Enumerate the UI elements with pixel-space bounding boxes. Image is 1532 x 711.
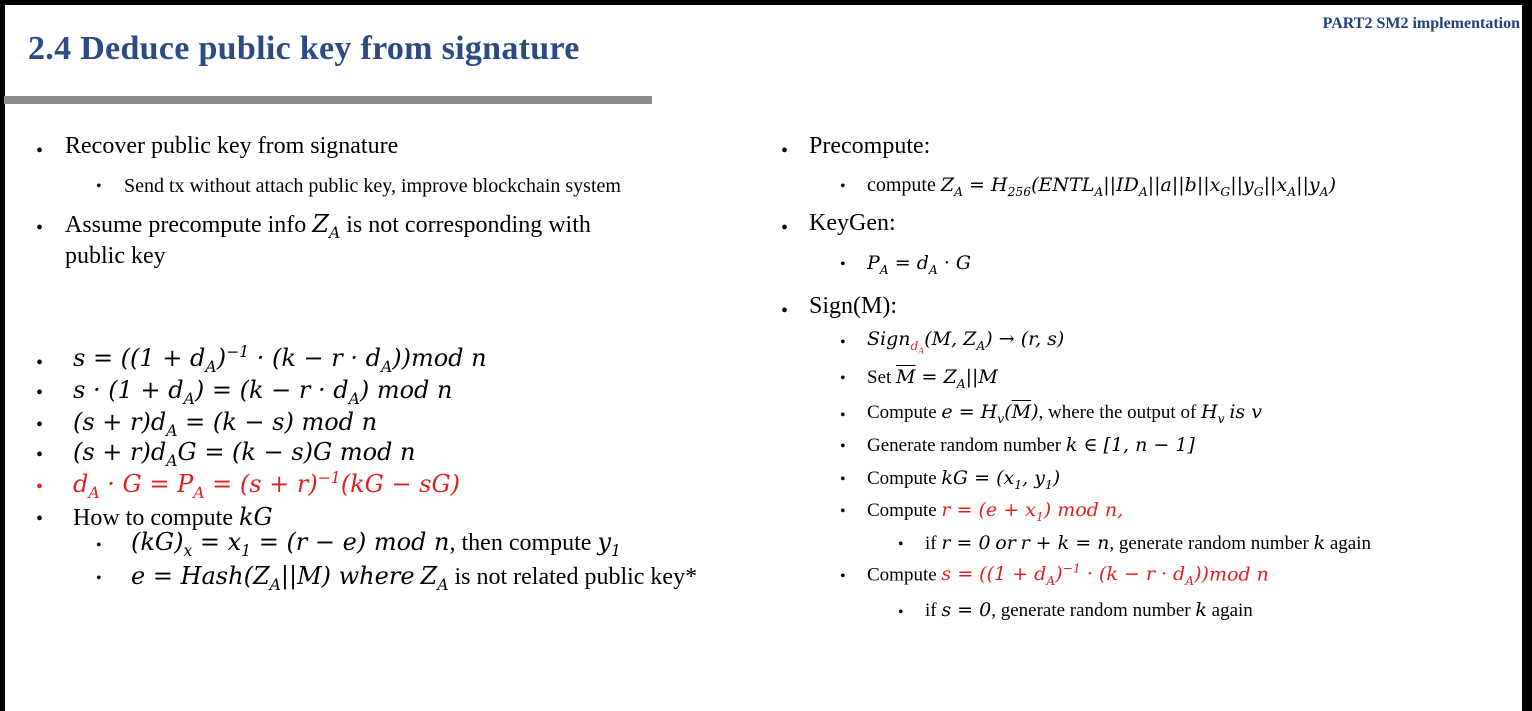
gen-again-text: , generate random number	[991, 600, 1191, 621]
y1-symbol: $y_1$	[597, 528, 621, 560]
mod-n-text: mod n,	[1057, 499, 1124, 521]
eq-e-hash	[131, 562, 697, 594]
assume-public-key: public key	[65, 243, 166, 269]
bullet: •	[36, 140, 44, 162]
assume-text-a: Assume precompute info	[65, 212, 307, 238]
is-v: is v	[1229, 401, 1262, 423]
m-bar-formula: $\overline{M} = Z_A||M$	[896, 366, 998, 391]
mod-n-text: mod n	[339, 438, 416, 466]
assume-text-b: is not corresponding with	[346, 212, 591, 238]
if-text: if	[925, 533, 937, 554]
eq-s-times: $s \cdot (1 + d_A) = (k - r \cdot d_A)$ mod n	[73, 376, 453, 408]
bullet: •	[840, 471, 846, 488]
eq-s-plus-r: $(s + r)d_A = (k - s)$ mod n	[73, 408, 378, 440]
generate-k	[867, 434, 1195, 457]
compute-text: compute	[867, 174, 936, 196]
r-check	[925, 532, 1371, 555]
if-text: if	[925, 600, 937, 621]
kg-symbol: kG	[238, 503, 273, 531]
k-range: k ∈ [1, n − 1]	[1065, 434, 1195, 456]
s-formula: $s = ((1 + d_A)^{-1} \cdot (k - r \cdot d_A))$	[941, 562, 1209, 589]
again-text: again	[1211, 600, 1253, 621]
title-underline	[4, 96, 652, 104]
hv-symbol: $H_v$	[1201, 401, 1225, 426]
bullet: •	[36, 476, 44, 498]
assume-precompute	[65, 210, 591, 242]
compute-r	[867, 499, 1123, 524]
s-check	[925, 599, 1253, 622]
compute-za	[867, 174, 1336, 199]
mod-n-text: mod n	[301, 408, 378, 436]
frame-right	[1522, 0, 1532, 711]
bullet: •	[781, 217, 789, 239]
then-compute: , then compute	[449, 530, 592, 556]
precompute-heading: Precompute:	[809, 133, 931, 159]
eq-s-definition: $s = ((1 + d_A)^{-1} \cdot (k - r \cdot d_A))mod$ n	[73, 343, 487, 376]
gen-again-text: , generate random number	[1109, 533, 1309, 554]
bullet: •	[36, 414, 44, 436]
bullet: •	[840, 334, 846, 351]
bullet: •	[96, 178, 102, 195]
mod-n-text: mod n	[373, 528, 450, 556]
bullet: •	[96, 537, 102, 554]
kg-formula: kG = ($x_1$, $y_1$)	[941, 467, 1061, 492]
compute-e	[867, 401, 1262, 426]
bullet: •	[36, 217, 44, 239]
bullet: •	[36, 508, 44, 530]
frame-top	[0, 0, 1532, 5]
generate-text: Generate random number	[867, 435, 1062, 456]
eq-s-plus-r-g: $(s + r)d_AG = (k - s)G$ mod n	[73, 438, 416, 470]
bullet: •	[898, 604, 904, 621]
send-tx-note: Send tx without attach public key, improve blockchain system	[124, 175, 621, 197]
r-zero: r = 0	[941, 532, 991, 554]
again-text: again	[1329, 533, 1371, 554]
compute-text: Compute	[867, 468, 937, 489]
header-tag: PART2 SM2 implementation	[1322, 15, 1520, 32]
or-text: or	[995, 532, 1016, 554]
compute-text: Compute	[867, 402, 937, 423]
bullet: •	[840, 438, 846, 455]
not-related: is not related public key*	[448, 564, 698, 590]
compute-text: Compute	[867, 564, 937, 586]
set-text: Set	[867, 367, 892, 388]
keygen-formula: $P_A = d_A \cdot G$	[867, 252, 972, 277]
bullet: •	[781, 300, 789, 322]
compute-s	[867, 562, 1269, 588]
frame-left	[0, 0, 5, 711]
eq-kg-x	[131, 528, 621, 560]
sign-heading: Sign(M):	[809, 293, 898, 319]
bullet: •	[96, 570, 102, 587]
r-plus-k: r + k = n	[1020, 532, 1110, 554]
k-symbol: k	[1195, 599, 1207, 621]
bullet: •	[840, 370, 846, 387]
za-symbol: $Z_A$	[312, 210, 341, 242]
mod-n-text: mod n	[1208, 563, 1269, 586]
recover-public-key: Recover public key from signature	[65, 133, 399, 159]
bullet: •	[840, 256, 846, 273]
e-hash-expr: $e = Hash(Z_A||M)$	[131, 562, 339, 594]
set-m-bar	[867, 366, 998, 391]
where-output: , where the output of	[1038, 402, 1197, 423]
how-text: How to compute	[73, 505, 233, 531]
eq-public-key: $d_A \cdot G = P_A = (s + r)^{-1}(kG - sG)$	[73, 469, 461, 502]
bullet: •	[840, 407, 846, 424]
compute-kg	[867, 467, 1060, 492]
bullet: •	[898, 536, 904, 553]
where-text: where	[338, 562, 415, 590]
bullet: •	[840, 178, 846, 195]
e-formula: $e = H_v(\overline{M})$	[941, 401, 1039, 426]
mod-n-text: mod n	[376, 376, 453, 404]
r-formula: $r = (e + x_1)$	[941, 499, 1058, 524]
s-zero: s = 0	[941, 599, 992, 621]
keygen-heading: KeyGen:	[809, 210, 896, 236]
za-formula: $Z_A$ = $H_{256}(ENTL_A||ID_A||a||b||x_G||y_G||x_A||y_A)$	[940, 174, 1336, 199]
bullet: •	[840, 503, 846, 520]
k-symbol: k	[1313, 532, 1326, 554]
kg-x-expr: $(kG)_x = x_1 = (r - e)$	[131, 528, 374, 560]
page-title: 2.4 Deduce public key from signature	[28, 30, 580, 67]
sign-formula: Sign$_{d_A}$(M, $Z_A) \to (r$, s)	[867, 328, 1065, 356]
bullet: •	[36, 444, 44, 466]
za-symbol: $Z_A$	[420, 562, 449, 594]
bullet: •	[840, 568, 846, 585]
bullet: •	[781, 140, 789, 162]
bullet: •	[36, 382, 44, 404]
mod-n-text: mod n	[410, 344, 487, 372]
compute-text: Compute	[867, 500, 937, 521]
bullet: •	[36, 352, 44, 374]
